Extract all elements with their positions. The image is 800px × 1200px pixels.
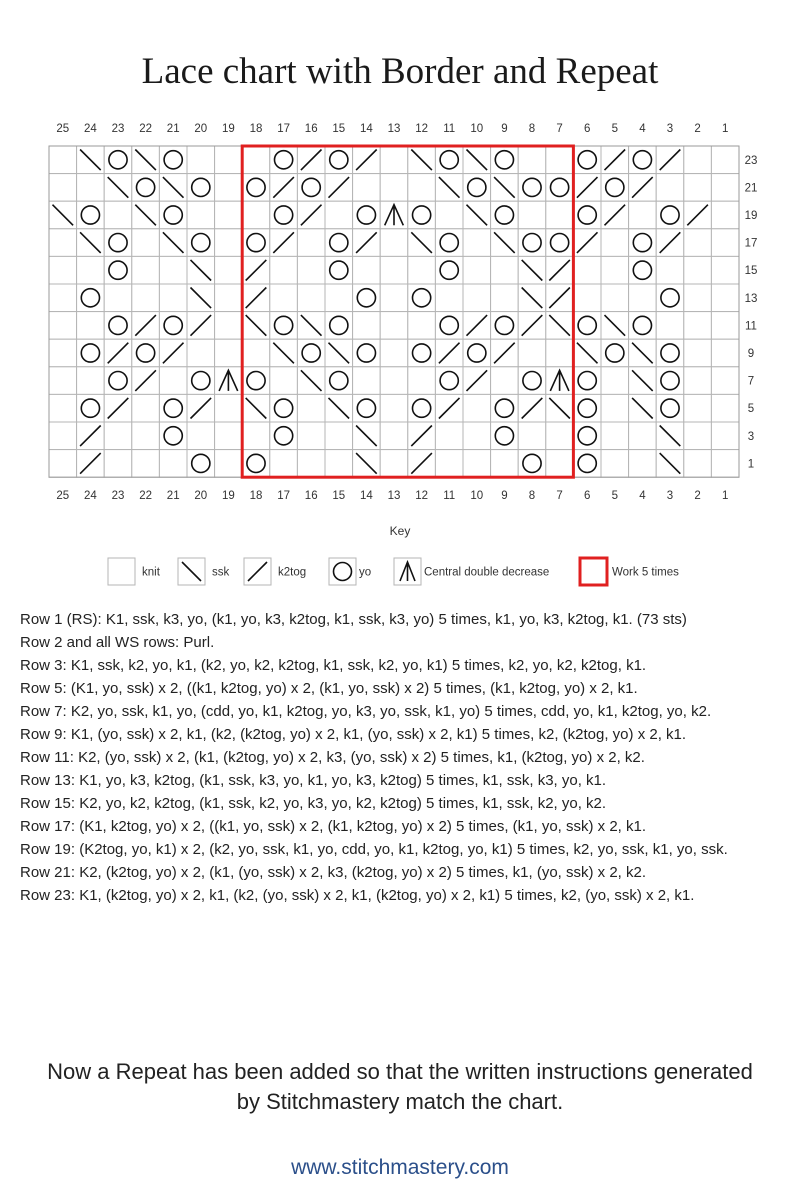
- row-label: 3: [747, 430, 755, 443]
- row-label: 9: [747, 348, 755, 360]
- chart-cell: [380, 367, 408, 395]
- chart-key: [0, 552, 800, 592]
- chart-cell: [656, 174, 684, 202]
- key-repeat-swatch: [580, 558, 607, 585]
- chart-cell: [518, 201, 546, 229]
- chart-cell: [435, 284, 463, 312]
- chart-cell: [104, 201, 132, 229]
- chart-cell: [49, 339, 77, 367]
- chart-cell: [325, 201, 353, 229]
- column-label-top: 8: [528, 123, 536, 135]
- chart-cell: [601, 367, 629, 395]
- column-label-bottom: 12: [415, 490, 428, 503]
- chart-cell: [380, 256, 408, 284]
- chart-cell: [187, 422, 215, 450]
- instruction-row: Row 13: K1, yo, k3, k2tog, (k1, ssk, k3, yo, k1, yo, k3, k2tog) 5 times, k1, ssk, k3, yo, k1.: [20, 772, 607, 789]
- chart-cell: [270, 367, 298, 395]
- column-label-top: 19: [222, 123, 235, 135]
- chart-cell: [463, 229, 491, 257]
- chart-cell: [656, 256, 684, 284]
- chart-cell: [325, 284, 353, 312]
- column-label-bottom: 17: [277, 490, 290, 503]
- chart-cell: [215, 229, 243, 257]
- chart-cell: [49, 394, 77, 422]
- chart-cell: [49, 422, 77, 450]
- chart-cell: [684, 394, 712, 422]
- chart-cell: [297, 256, 325, 284]
- chart-cell: [711, 422, 739, 450]
- chart-cell: [104, 450, 132, 478]
- column-label-top: 22: [139, 123, 152, 135]
- chart-cell: [380, 450, 408, 478]
- chart-cell: [297, 450, 325, 478]
- chart-cell: [380, 422, 408, 450]
- column-label-top: 1: [721, 123, 729, 135]
- instruction-row: Row 1 (RS): K1, ssk, k3, yo, (k1, yo, k3, k2tog, k1, ssk, k3, yo) 5 times, k1, yo, k3, k2tog, k1. (73 sts): [20, 611, 687, 628]
- chart-cell: [297, 394, 325, 422]
- key-item-k2tog: [244, 558, 306, 585]
- key-swatch: [108, 558, 135, 585]
- chart-cell: [77, 367, 105, 395]
- chart-cell: [684, 284, 712, 312]
- chart-cell: [684, 229, 712, 257]
- column-label-top: 11: [443, 123, 456, 135]
- chart-cell: [573, 284, 601, 312]
- chart-cell: [629, 201, 657, 229]
- column-label-bottom: 2: [694, 490, 701, 503]
- column-label-top: 15: [332, 123, 346, 135]
- chart-cell: [711, 312, 739, 340]
- chart-cell: [380, 284, 408, 312]
- column-label-top: 9: [501, 123, 508, 135]
- chart-cell: [325, 450, 353, 478]
- chart-cell: [77, 312, 105, 340]
- key-item-repeat: [580, 558, 679, 585]
- column-label-top: 12: [415, 123, 428, 135]
- chart-cell: [215, 394, 243, 422]
- chart-cell: [684, 339, 712, 367]
- column-label-bottom: 4: [639, 490, 646, 503]
- chart-cell: [49, 229, 77, 257]
- column-label-bottom: 6: [583, 490, 591, 503]
- key-label: knit: [142, 566, 160, 579]
- chart-cell: [215, 146, 243, 174]
- chart-cell: [77, 174, 105, 202]
- key-item-cdd: [394, 558, 549, 585]
- chart-cell: [49, 312, 77, 340]
- chart-cell: [711, 229, 739, 257]
- chart-cell: [711, 339, 739, 367]
- chart-cell: [297, 422, 325, 450]
- instruction-row: Row 2 and all WS rows: Purl.: [20, 634, 215, 651]
- chart-cell: [270, 256, 298, 284]
- chart-cell: [408, 367, 436, 395]
- row-label: 11: [745, 320, 757, 333]
- chart-cell: [242, 146, 270, 174]
- chart-cell: [656, 312, 684, 340]
- chart-cell: [573, 256, 601, 284]
- chart-cell: [325, 422, 353, 450]
- column-label-top: 2: [694, 123, 701, 135]
- chart-cell: [546, 339, 574, 367]
- chart-cell: [601, 422, 629, 450]
- chart-cell: [491, 450, 519, 478]
- chart-cell: [132, 256, 160, 284]
- chart-cell: [711, 394, 739, 422]
- chart-cell: [215, 312, 243, 340]
- chart-cell: [629, 422, 657, 450]
- column-label-top: 16: [304, 123, 318, 135]
- chart-cell: [270, 284, 298, 312]
- key-item-ssk: [178, 558, 230, 585]
- row-label: 15: [744, 265, 758, 278]
- key-label: Central double decrease: [424, 566, 550, 579]
- chart-cell: [270, 450, 298, 478]
- chart-cell: [297, 229, 325, 257]
- row-label: 13: [744, 292, 758, 305]
- chart-cell: [215, 339, 243, 367]
- footer-note: Now a Repeat has been added so that the written instructions generated by Stitchmastery match the chart.: [47, 1059, 753, 1114]
- column-label-top: 21: [166, 123, 180, 135]
- chart-cell: [601, 229, 629, 257]
- chart-cell: [711, 201, 739, 229]
- column-label-top: 20: [194, 123, 208, 135]
- column-label-top: 18: [249, 123, 263, 135]
- chart-cell: [518, 146, 546, 174]
- chart-cell: [49, 367, 77, 395]
- column-label-bottom: 8: [528, 490, 536, 503]
- key-title: Key: [389, 524, 411, 538]
- chart-cell: [49, 174, 77, 202]
- page-title: Lace chart with Border and Repeat: [141, 51, 659, 92]
- row-label: 21: [744, 182, 758, 195]
- column-label-top: 7: [556, 123, 563, 135]
- row-label: 23: [744, 154, 758, 167]
- chart-cell: [463, 284, 491, 312]
- chart-cell: [187, 339, 215, 367]
- chart-cell: [159, 450, 187, 478]
- chart-cell: [380, 146, 408, 174]
- chart-cell: [711, 284, 739, 312]
- chart-cell: [380, 229, 408, 257]
- instruction-row: Row 5: (K1, yo, ssk) x 2, ((k1, k2tog, yo) x 2, (k1, yo, ssk) x 2) 5 times, (k1, k2tog, yo) x 2, k1.: [20, 680, 638, 697]
- chart-cell: [684, 450, 712, 478]
- column-label-bottom: 5: [611, 490, 619, 503]
- chart-cell: [242, 201, 270, 229]
- chart-cell: [49, 284, 77, 312]
- chart-cell: [463, 450, 491, 478]
- chart-cell: [684, 367, 712, 395]
- chart-cell: [353, 174, 381, 202]
- column-label-bottom: 25: [56, 490, 70, 503]
- column-label-bottom: 15: [332, 490, 346, 503]
- chart-cell: [601, 394, 629, 422]
- chart-cell: [711, 450, 739, 478]
- instruction-row: Row 9: K1, (yo, ssk) x 2, k1, (k2, (k2tog, yo) x 2, k1, (yo, ssk) x 2, k1) 5 times, k2, (k2tog, yo) x 2, k1.: [20, 726, 687, 743]
- column-label-top: 3: [666, 123, 674, 135]
- website-link[interactable]: www.stitchmastery.com: [291, 1156, 509, 1179]
- chart-cell: [629, 284, 657, 312]
- column-label-top: 4: [639, 123, 646, 135]
- column-label-bottom: 9: [501, 490, 508, 503]
- column-label-top: 14: [360, 123, 373, 135]
- chart-cell: [684, 174, 712, 202]
- chart-cell: [132, 284, 160, 312]
- instruction-row: Row 17: (K1, k2tog, yo) x 2, ((k1, yo, ssk) x 2, (k1, k2tog, yo) x 2) 5 times, (k1, yo, ssk) x 2, k1.: [20, 818, 647, 835]
- chart-cell: [684, 146, 712, 174]
- column-label-bottom: 22: [139, 490, 152, 503]
- chart-cell: [77, 256, 105, 284]
- key-label: k2tog: [278, 566, 307, 579]
- chart-cell: [104, 422, 132, 450]
- column-label-bottom: 10: [470, 490, 484, 503]
- chart-cell: [711, 174, 739, 202]
- chart-cell: [546, 422, 574, 450]
- key-item-yo: [329, 558, 371, 585]
- chart-cell: [546, 201, 574, 229]
- chart-cell: [546, 146, 574, 174]
- chart-cell: [132, 422, 160, 450]
- column-label-top: 23: [111, 123, 125, 135]
- instruction-row: Row 3: K1, ssk, k2, yo, k1, (k2, yo, k2, k2tog, k1, ssk, k2, yo, k1) 5 times, k2, yo, k2, k2tog, k1.: [20, 657, 647, 674]
- chart-cell: [711, 146, 739, 174]
- key-label: ssk: [212, 566, 230, 579]
- chart-cell: [518, 339, 546, 367]
- chart-cell: [132, 229, 160, 257]
- row-label: 7: [747, 375, 755, 388]
- chart-cell: [353, 312, 381, 340]
- column-label-bottom: 16: [304, 490, 318, 503]
- chart-cell: [187, 146, 215, 174]
- chart-cell: [491, 284, 519, 312]
- chart-cell: [215, 284, 243, 312]
- chart-cell: [463, 422, 491, 450]
- column-label-top: 6: [583, 123, 591, 135]
- chart-cell: [380, 394, 408, 422]
- instruction-row: Row 21: K2, (k2tog, yo) x 2, (k1, (yo, ssk) x 2, k3, (k2tog, yo) x 2) 5 times, k1, (yo, ssk) x 2, k2.: [20, 864, 647, 881]
- column-label-top: 10: [470, 123, 484, 135]
- chart-cell: [601, 284, 629, 312]
- chart-cell: [297, 284, 325, 312]
- column-label-bottom: 13: [387, 490, 401, 503]
- column-label-top: 17: [277, 123, 290, 135]
- chart-cell: [242, 422, 270, 450]
- chart-cell: [380, 174, 408, 202]
- written-instructions: [20, 608, 780, 907]
- chart-cell: [684, 422, 712, 450]
- row-label: 5: [747, 403, 755, 416]
- key-label: yo: [359, 566, 372, 579]
- instruction-row: Row 19: (K2tog, yo, k1) x 2, (k2, yo, ssk, k1, yo, cdd, yo, k1, k2tog, yo, k1) 5 times, k2, yo, ssk, k1, yo, ssk.: [20, 841, 728, 858]
- chart-cell: [380, 339, 408, 367]
- chart-cell: [215, 174, 243, 202]
- chart-cell: [187, 201, 215, 229]
- column-label-bottom: 3: [666, 490, 674, 503]
- column-label-bottom: 11: [443, 490, 456, 503]
- chart-cell: [242, 339, 270, 367]
- column-label-bottom: 20: [194, 490, 208, 503]
- instruction-row: Row 15: K2, yo, k2, k2tog, (k1, ssk, k2, yo, k3, yo, k2, k2tog) 5 times, k1, ssk, k2, yo, k2.: [20, 795, 607, 812]
- chart-cell: [435, 450, 463, 478]
- column-label-bottom: 21: [166, 490, 180, 503]
- chart-cell: [49, 146, 77, 174]
- column-label-bottom: 7: [556, 490, 563, 503]
- chart-cell: [215, 422, 243, 450]
- chart-cell: [684, 256, 712, 284]
- chart-cell: [215, 256, 243, 284]
- chart-cell: [629, 450, 657, 478]
- row-label: 17: [744, 237, 758, 250]
- column-label-bottom: 14: [360, 490, 373, 503]
- chart-cell: [684, 312, 712, 340]
- chart-cell: [159, 284, 187, 312]
- chart-cell: [215, 201, 243, 229]
- chart-cell: [435, 422, 463, 450]
- chart-cell: [546, 450, 574, 478]
- column-label-bottom: 23: [111, 490, 125, 503]
- chart-cell: [104, 284, 132, 312]
- chart-cell: [159, 367, 187, 395]
- chart-cell: [408, 312, 436, 340]
- instruction-row: Row 7: K2, yo, ssk, k1, yo, (cdd, yo, k1, k2tog, yo, k3, yo, ssk, k1, yo) 5 times, cdd, yo, k1, k2tog, yo, k2.: [20, 703, 712, 720]
- chart-cell: [601, 256, 629, 284]
- chart-cell: [215, 450, 243, 478]
- row-label: 19: [744, 210, 758, 222]
- chart-cell: [463, 256, 491, 284]
- chart-cell: [353, 367, 381, 395]
- chart-cell: [491, 256, 519, 284]
- chart-cell: [491, 367, 519, 395]
- chart-cell: [601, 450, 629, 478]
- chart-cell: [463, 394, 491, 422]
- chart-cell: [380, 312, 408, 340]
- chart-cell: [408, 174, 436, 202]
- column-label-top: 24: [84, 123, 97, 135]
- chart-cell: [518, 422, 546, 450]
- chart-cell: [132, 394, 160, 422]
- column-label-top: 13: [387, 123, 401, 135]
- column-label-bottom: 18: [249, 490, 263, 503]
- key-item-knit: [108, 558, 161, 585]
- chart-cell: [49, 450, 77, 478]
- chart-cell: [711, 367, 739, 395]
- column-label-top: 5: [611, 123, 619, 135]
- chart-cell: [159, 256, 187, 284]
- chart-cell: [49, 256, 77, 284]
- chart-cell: [711, 256, 739, 284]
- row-label: 1: [747, 458, 755, 471]
- column-label-bottom: 19: [222, 490, 235, 503]
- column-label-bottom: 1: [721, 490, 729, 503]
- column-label-top: 25: [56, 123, 70, 135]
- lace-chart: [0, 110, 800, 510]
- chart-cell: [408, 256, 436, 284]
- chart-cell: [435, 201, 463, 229]
- key-label: Work 5 times: [612, 566, 679, 579]
- chart-cell: [132, 450, 160, 478]
- column-label-bottom: 24: [84, 490, 97, 503]
- instruction-row: Row 11: K2, (yo, ssk) x 2, (k1, (k2tog, yo) x 2, k3, (yo, ssk) x 2) 5 times, k1, (k2tog, yo) x 2, k2.: [20, 749, 645, 766]
- chart-cell: [353, 256, 381, 284]
- instruction-row: Row 23: K1, (k2tog, yo) x 2, k1, (k2, (yo, ssk) x 2, k1, (k2tog, yo) x 2, k1) 5 times, k2, (yo, ssk) x 2, k1.: [20, 887, 695, 904]
